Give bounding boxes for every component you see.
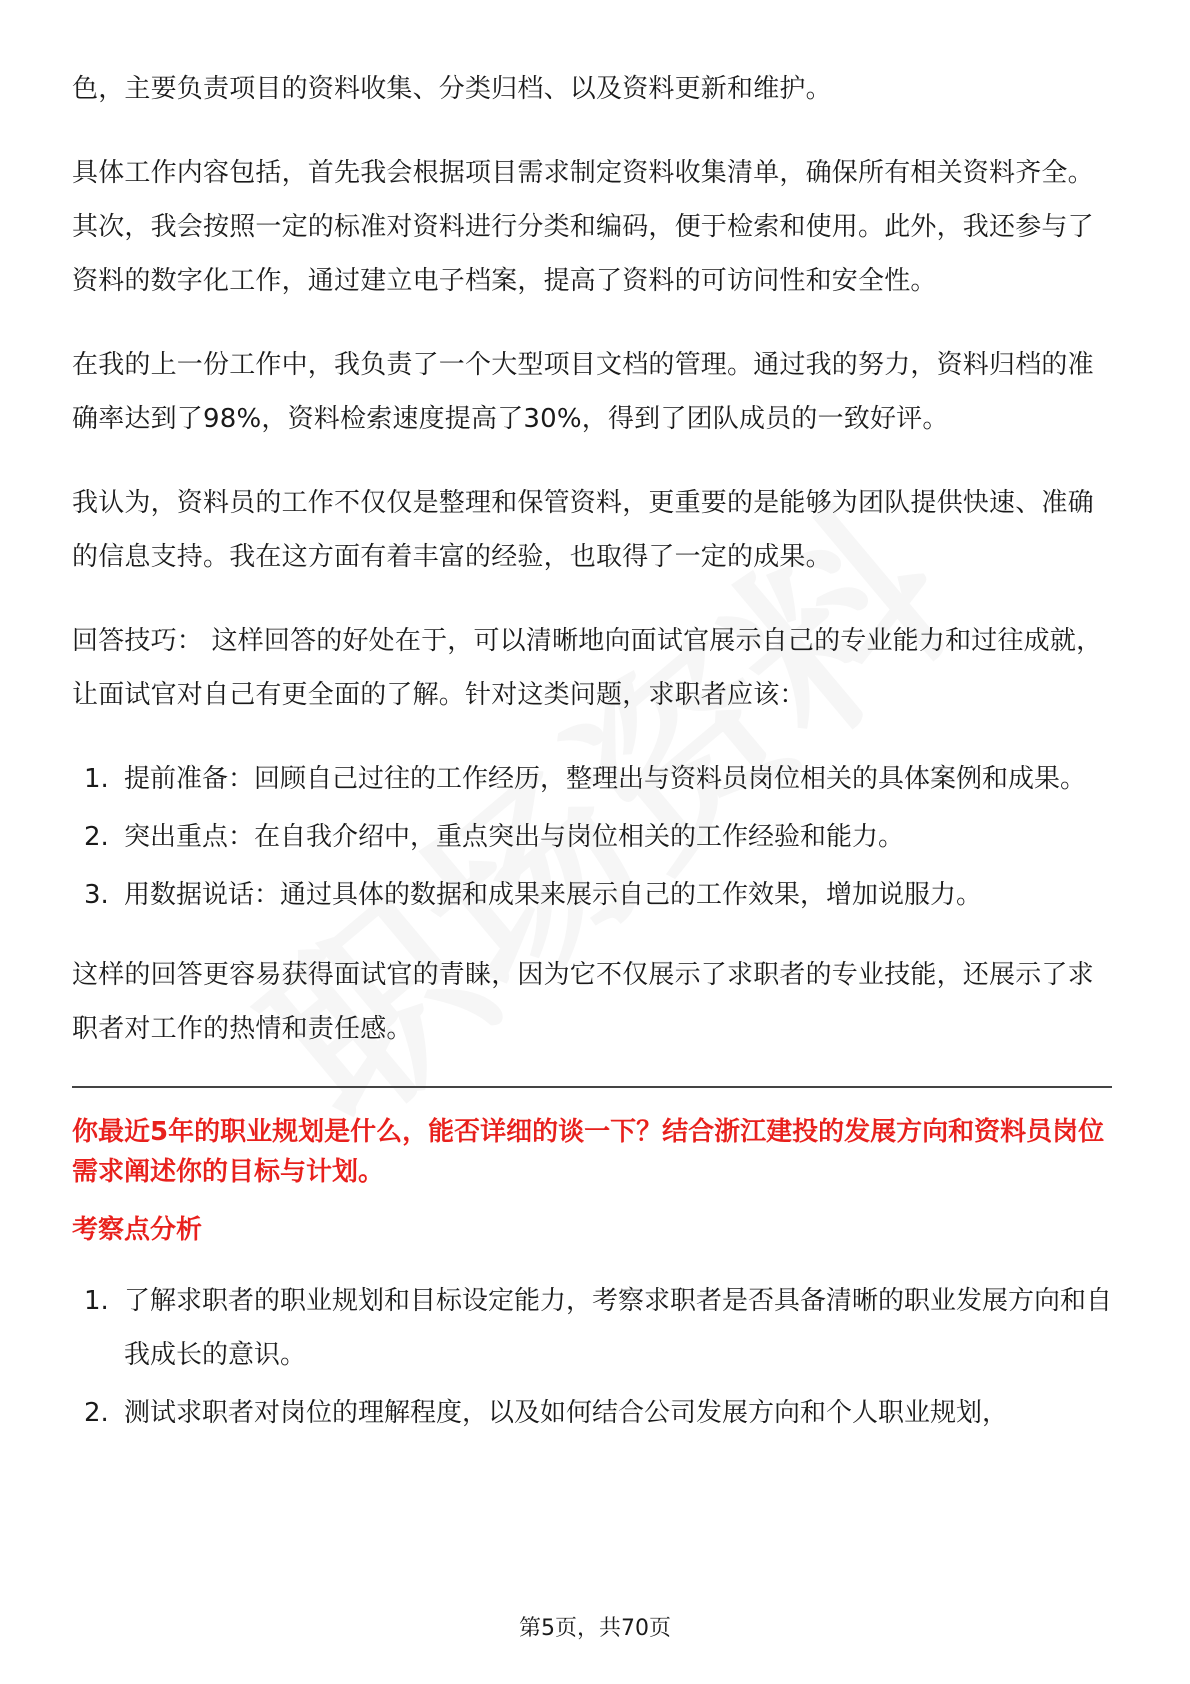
document-page [72,62,1112,1466]
list-item [72,810,1112,864]
list-item-text: 测试求职者对岗位的理解程度，以及如何结合公司发展方向和个人职业规划， [124,1398,1009,1428]
list-number: 2. [84,822,109,852]
list-item-text: 用数据说话：通过具体的数据和成果来展示自己的工作效果，增加说服力。 [124,880,983,910]
list-number: 1. [84,1286,109,1316]
page-footer: 第5页，共70页 [519,1616,671,1641]
analysis-title: 考察点分析 [72,1215,203,1245]
closing-paragraph: 这样的回答更容易获得面试官的青睐，因为它不仅展示了求职者的专业技能，还展示了求职者对工作的热情和责任感。 [72,960,1094,1044]
question-heading: 你最近5年的职业规划是什么，能否详细的谈一下？结合浙江建投的发展方向和资料员岗位需求阐述你的目标与计划。 [72,1117,1105,1187]
list-item [72,752,1112,806]
answer-tips-paragraph: 回答技巧： 这样回答的好处在于，可以清晰地向面试官展示自己的专业能力和过往成就，让面试官对自己有更全面的了解。针对这类问题，求职者应该： [72,626,1103,710]
list-item-text: 了解求职者的职业规划和目标设定能力，考察求职者是否具备清晰的职业发展方向和自我成长的意识。 [124,1286,1113,1370]
section-divider [72,1086,1112,1088]
list-number: 1. [84,764,109,794]
analysis-list [72,1274,1112,1440]
list-number: 3. [84,880,109,910]
paragraph: 色，主要负责项目的资料收集、分类归档、以及资料更新和维护。 [72,74,832,104]
list-item [72,1386,1112,1440]
paragraph: 在我的上一份工作中，我负责了一个大型项目文档的管理。通过我的努力，资料归档的准确率达到了98%，资料检索速度提高了30%，得到了团队成员的一致好评。 [72,350,1094,434]
paragraph: 我认为，资料员的工作不仅仅是整理和保管资料，更重要的是能够为团队提供快速、准确的信息支持。我在这方面有着丰富的经验，也取得了一定的成果。 [72,488,1094,572]
list-item-text: 提前准备：回顾自己过往的工作经历，整理出与资料员岗位相关的具体案例和成果。 [124,764,1087,794]
list-item [72,1274,1112,1382]
list-item-text: 突出重点：在自我介绍中，重点突出与岗位相关的工作经验和能力。 [124,822,905,852]
paragraph: 具体工作内容包括，首先我会根据项目需求制定资料收集清单，确保所有相关资料齐全。其次，我会按照一定的标准对资料进行分类和编码，便于检索和使用。此外，我还参与了资料的数字化工作，通过建立电子档案，提高了资料的可访问性和安全性。 [72,158,1094,296]
list-item [72,868,1112,922]
tips-list [72,752,1112,922]
list-number: 2. [84,1398,109,1428]
